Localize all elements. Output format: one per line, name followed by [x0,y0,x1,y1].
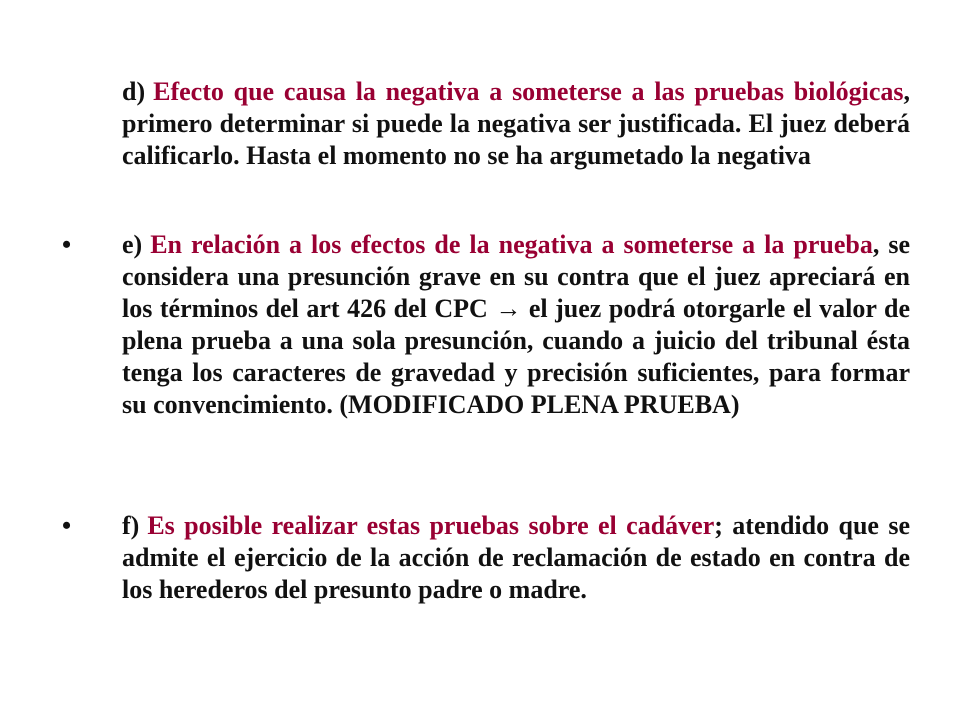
paragraph-e [122,229,910,421]
label-e: e) [122,230,143,259]
bullet-icon: • [62,511,72,540]
label-f: f) [122,511,140,540]
highlight-f: Es posible realizar estas pruebas sobre el cadáver [147,511,715,540]
highlight-e: En relación a los efectos de la negativa a someterse a la prueba [150,230,873,259]
text-f: ; atendido que se admite el ejercicio de la acción de reclamación de estado en contra de los herederos del presunto padre o madre. [122,511,910,604]
bullet-icon: • [62,230,72,259]
text-d: , primero determinar si puede la negativa ser justificada. El juez deberá calificarlo. Hasta el momento no se ha argumetado la negativa [122,77,910,170]
highlight-d: Efecto que causa la negativa a someterse a las pruebas biológicas [153,77,904,106]
label-d: d) [122,77,146,106]
paragraph-f [122,510,910,606]
text-e: , se considera una presunción grave en su contra que el juez apreciará en los términos del art 426 del CPC → el juez podrá otorgarle el valor de plena prueba a una sola presunción, cuando a juicio del tribunal ésta tenga los caracteres de gravedad y precisión suficientes, para formar su convencimiento. (MODIFICADO PLENA PRUEBA) [122,230,910,419]
paragraph-d [122,76,910,172]
